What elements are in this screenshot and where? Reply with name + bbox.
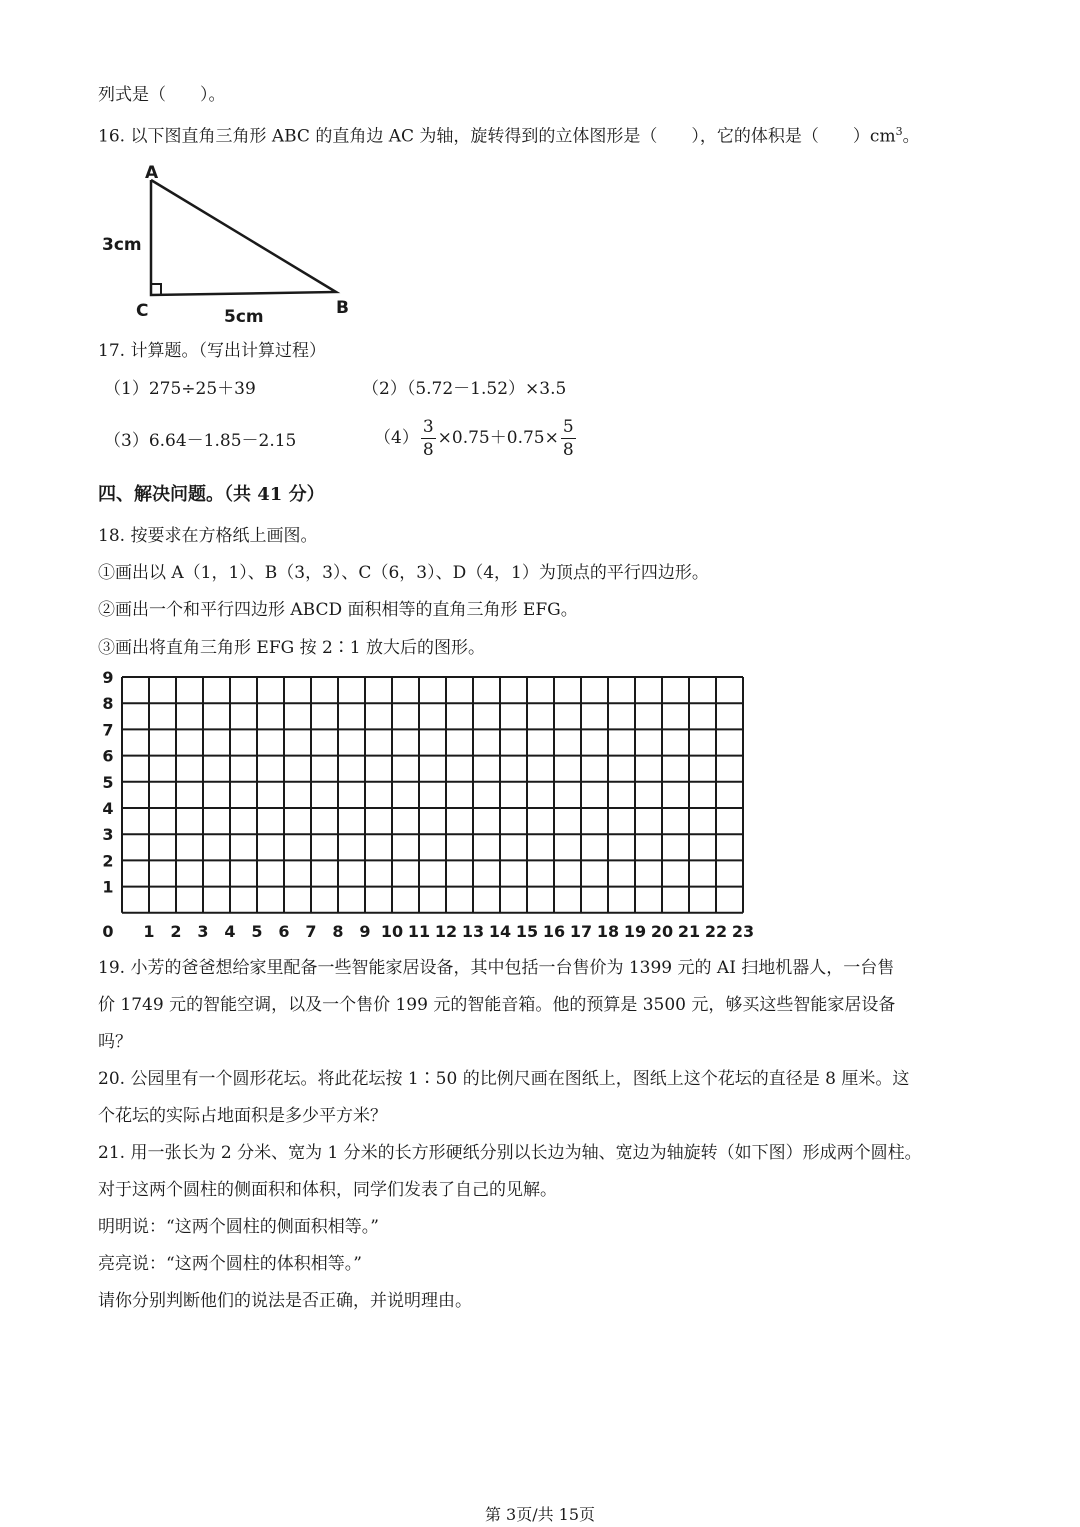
y-axis-label: 5 <box>102 772 114 792</box>
question-15-tail: 列式是（ ）。 <box>98 85 226 105</box>
right-triangle-figure <box>96 160 366 330</box>
x-axis-label: 21 <box>677 921 701 941</box>
x-axis-label: 6 <box>278 921 290 941</box>
calc-item-1: （1）275÷25＋39 <box>104 379 256 399</box>
x-axis-label: 16 <box>542 921 566 941</box>
x-axis-label: 11 <box>407 921 431 941</box>
x-axis-label: 4 <box>224 921 236 941</box>
question-18-part-2: ②画出一个和平行四边形 ABCD 面积相等的直角三角形 EFG。 <box>98 600 578 620</box>
question-21-line-3: 明明说：“这两个圆柱的侧面积相等。” <box>98 1217 379 1237</box>
question-19-line-1: 19. 小芳的爸爸想给家里配备一些智能家居设备，其中包括一台售价为 1399 元的 AI 扫地机器人，一台售 <box>98 958 895 978</box>
x-axis-label: 0 <box>102 921 114 941</box>
question-19-line-2: 价 1749 元的智能空调，以及一个售价 199 元的智能音箱。他的预算是 3500 元，够买这些智能家居设备 <box>98 995 896 1015</box>
question-18: 18. 按要求在方格纸上画图。 <box>98 526 318 546</box>
x-axis-label: 2 <box>170 921 182 941</box>
side-cb-label: 5cm <box>224 307 264 327</box>
calc-item-2: （2）（5.72－1.52）×3.5 <box>362 379 567 399</box>
y-axis-label: 7 <box>102 720 114 740</box>
x-axis-label: 22 <box>704 921 728 941</box>
x-axis-label: 20 <box>650 921 674 941</box>
section-four-heading: 四、解决问题。（共 41 分） <box>98 484 325 505</box>
calc-item-4-prefix: （4） <box>374 428 419 448</box>
x-axis-label: 13 <box>461 921 485 941</box>
question-21-line-2: 对于这两个圆柱的侧面积和体积，同学们发表了自己的见解。 <box>98 1180 557 1200</box>
calc-item-4-middle: ×0.75＋0.75× <box>437 428 559 448</box>
x-axis-label: 12 <box>434 921 458 941</box>
fraction-five-eighths <box>561 416 576 461</box>
calc-item-4 <box>374 416 578 461</box>
calc-item-3: （3）6.64－1.85－2.15 <box>104 431 297 451</box>
y-axis-label: 4 <box>102 799 114 818</box>
vertex-b-label: B <box>336 298 349 318</box>
side-ac-label: 3cm <box>102 235 142 255</box>
vertex-c-label: C <box>136 301 149 321</box>
page-footer: 第 3页/共 15页 <box>484 1505 596 1524</box>
question-21-line-5: 请你分别判断他们的说法是否正确，并说明理由。 <box>98 1291 472 1311</box>
x-axis-label: 8 <box>332 921 344 941</box>
x-axis-label: 7 <box>305 921 317 941</box>
x-axis-label: 18 <box>596 921 620 941</box>
fraction-numerator: 3 <box>422 417 434 437</box>
x-axis-label: 23 <box>731 921 755 941</box>
question-20-line-1: 20. 公园里有一个圆形花坛。将此花坛按 1∶50 的比例尺画在图纸上，图纸上这个花坛的直径是 8 厘米。这 <box>98 1069 910 1089</box>
y-axis-label: 2 <box>102 851 114 871</box>
question-17: 17. 计算题。（写出计算过程） <box>98 341 326 361</box>
y-axis-label: 1 <box>102 877 114 897</box>
question-16 <box>98 120 920 149</box>
y-axis-label: 6 <box>102 746 114 766</box>
question-21-line-4: 亮亮说：“这两个圆柱的体积相等。” <box>98 1254 362 1274</box>
y-axis-label: 8 <box>102 694 114 714</box>
fraction-denominator: 8 <box>562 440 574 460</box>
vertex-a-label: A <box>145 163 159 183</box>
x-axis-label: 9 <box>359 921 371 941</box>
x-axis-label: 17 <box>569 921 593 941</box>
right-angle-mark <box>151 284 161 295</box>
x-axis-label: 14 <box>488 921 512 941</box>
x-axis-label: 5 <box>251 921 263 941</box>
fraction-numerator: 5 <box>562 417 574 437</box>
x-axis-label: 15 <box>515 921 539 941</box>
question-18-part-3: ③画出将直角三角形 EFG 按 2∶1 放大后的图形。 <box>98 638 486 658</box>
question-20-line-2: 个花坛的实际占地面积是多少平方米？ <box>98 1106 387 1126</box>
x-axis-label: 10 <box>380 921 404 941</box>
question-16-text: 16. 以下图直角三角形 ABC 的直角边 AC 为轴，旋转得到的立体图形是（ ），它的体积是（ ）cm <box>98 126 896 147</box>
x-axis-label: 1 <box>143 921 155 941</box>
x-axis-label: 3 <box>197 921 209 941</box>
x-axis-label: 19 <box>623 921 647 941</box>
triangle-outline <box>151 180 336 295</box>
question-21-line-1: 21. 用一张长为 2 分米、宽为 1 分米的长方形硬纸分别以长边为轴、宽边为轴旋转（如下图）形成两个圆柱。 <box>98 1143 922 1163</box>
coordinate-grid-paper <box>96 665 756 945</box>
fraction-three-eighths <box>421 416 436 461</box>
question-16-end: 。 <box>902 126 920 147</box>
cubic-superscript: 3 <box>895 125 903 138</box>
y-axis-label: 9 <box>102 668 114 687</box>
y-axis-label: 3 <box>102 825 114 845</box>
question-19-line-3: 吗？ <box>98 1032 132 1052</box>
question-18-part-1: ①画出以 A（1，1）、B（3，3）、C（6，3）、D（4，1）为顶点的平行四边形。 <box>98 563 709 583</box>
fraction-denominator: 8 <box>422 440 434 460</box>
